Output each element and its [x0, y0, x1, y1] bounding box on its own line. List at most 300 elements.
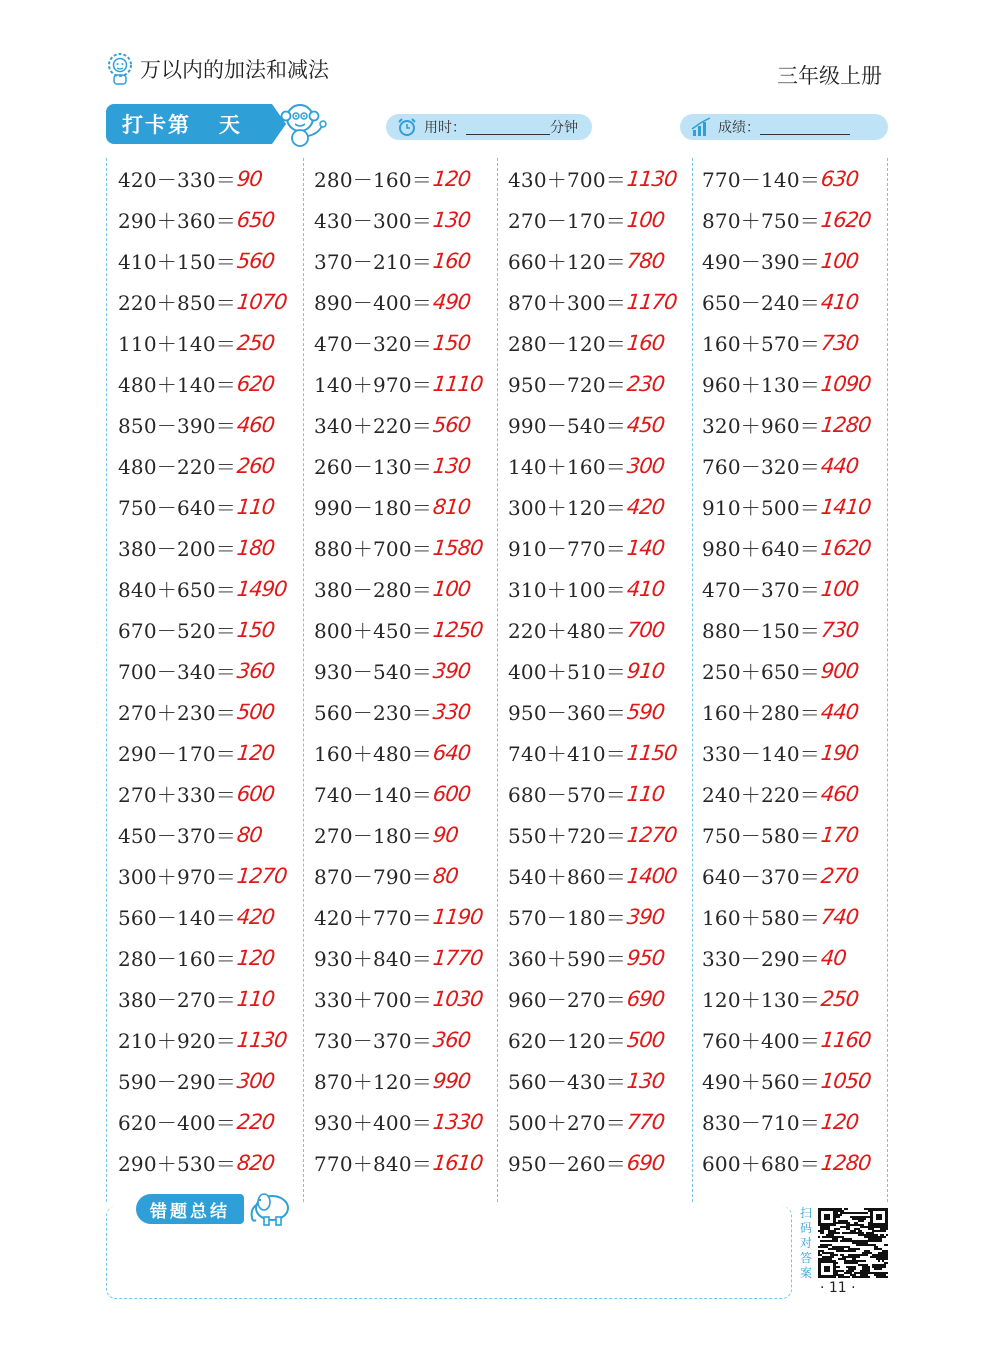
handwritten-answer[interactable]: 410 [625, 576, 666, 601]
handwritten-answer[interactable]: 360 [431, 1027, 472, 1052]
grid-border-left [106, 158, 107, 1202]
equation: 210＋920＝ [118, 1029, 236, 1053]
exercise-row [118, 732, 308, 773]
exercise-row [702, 1060, 892, 1101]
handwritten-answer[interactable]: 490 [431, 289, 472, 314]
equation: 120＋130＝ [702, 988, 820, 1012]
exercise-row [314, 1101, 504, 1142]
handwritten-answer[interactable]: 390 [431, 658, 472, 683]
equation: 260－130＝ [314, 455, 432, 479]
handwritten-answer[interactable]: 1110 [431, 371, 484, 396]
equation: 800＋450＝ [314, 619, 432, 643]
handwritten-answer[interactable]: 460 [235, 412, 276, 437]
equation: 380－270＝ [118, 988, 236, 1012]
qr-label: 扫码对答案 [799, 1206, 812, 1280]
exercise-row [314, 363, 504, 404]
exercise-row [314, 1060, 504, 1101]
exercise-row [702, 978, 892, 1019]
time-blank[interactable] [466, 120, 550, 135]
handwritten-answer[interactable]: 420 [625, 494, 666, 519]
handwritten-answer[interactable]: 360 [235, 658, 276, 683]
exercise-row [118, 691, 308, 732]
handwritten-answer[interactable]: 100 [625, 207, 666, 232]
checkin-label: 打卡第 天 [122, 113, 242, 137]
equation: 950－720＝ [508, 373, 626, 397]
exercise-row [118, 281, 308, 322]
handwritten-answer[interactable]: 450 [625, 412, 666, 437]
exercise-row [118, 609, 308, 650]
exercise-row [508, 650, 698, 691]
exercise-row [702, 404, 892, 445]
exercise-row [702, 896, 892, 937]
exercise-row [118, 158, 308, 199]
exercise-row [314, 568, 504, 609]
handwritten-answer[interactable]: 730 [819, 330, 860, 355]
exercise-row [118, 568, 308, 609]
time-field [386, 114, 592, 140]
handwritten-answer[interactable]: 90 [235, 166, 263, 191]
equation: 870＋750＝ [702, 209, 820, 233]
equation: 700－340＝ [118, 660, 236, 684]
handwritten-answer[interactable]: 1610 [431, 1150, 484, 1175]
time-label: 用时： [424, 120, 466, 136]
bar-chart-icon [690, 116, 712, 138]
exercise-row [702, 158, 892, 199]
exercise-row [314, 404, 504, 445]
handwritten-answer[interactable]: 150 [235, 617, 276, 642]
grade-label: 三年级上册 [777, 64, 882, 88]
exercise-row [508, 404, 698, 445]
equation: 490－390＝ [702, 250, 820, 274]
equation: 750－640＝ [118, 496, 236, 520]
handwritten-answer[interactable]: 590 [625, 699, 666, 724]
exercise-row [702, 281, 892, 322]
handwritten-answer[interactable]: 140 [625, 535, 666, 560]
equation: 160＋480＝ [314, 742, 432, 766]
handwritten-answer[interactable]: 130 [625, 1068, 666, 1093]
handwritten-answer[interactable]: 1090 [819, 371, 872, 396]
equation: 250＋650＝ [702, 660, 820, 684]
exercise-row [702, 568, 892, 609]
handwritten-answer[interactable]: 640 [431, 740, 472, 765]
handwritten-answer[interactable]: 180 [235, 535, 276, 560]
exercise-row [314, 322, 504, 363]
handwritten-answer[interactable]: 120 [819, 1109, 860, 1134]
equation: 740＋410＝ [508, 742, 626, 766]
equation: 620－400＝ [118, 1111, 236, 1135]
equation: 470－370＝ [702, 578, 820, 602]
equation: 890－400＝ [314, 291, 432, 315]
handwritten-answer[interactable]: 150 [431, 330, 472, 355]
handwritten-answer[interactable]: 820 [235, 1150, 276, 1175]
exercise-row [702, 240, 892, 281]
equation: 600＋680＝ [702, 1152, 820, 1176]
handwritten-answer[interactable]: 700 [625, 617, 666, 642]
handwritten-answer[interactable]: 630 [819, 166, 860, 191]
equation: 240＋220＝ [702, 783, 820, 807]
exercise-row [118, 650, 308, 691]
equation: 560－430＝ [508, 1070, 626, 1094]
exercise-row [508, 691, 698, 732]
equation: 760＋400＝ [702, 1029, 820, 1053]
equation: 950－360＝ [508, 701, 626, 725]
exercise-row [508, 240, 698, 281]
handwritten-answer[interactable]: 1770 [431, 945, 484, 970]
exercise-row [118, 322, 308, 363]
exercise-row [314, 527, 504, 568]
equation: 870＋120＝ [314, 1070, 432, 1094]
handwritten-answer[interactable]: 440 [819, 699, 860, 724]
exercise-row [702, 363, 892, 404]
handwritten-answer[interactable]: 80 [431, 863, 459, 888]
handwritten-answer[interactable]: 120 [235, 945, 276, 970]
exercise-row [702, 650, 892, 691]
handwritten-answer[interactable]: 420 [235, 904, 276, 929]
exercise-row [508, 1142, 698, 1183]
handwritten-answer[interactable]: 330 [431, 699, 472, 724]
handwritten-answer[interactable]: 560 [431, 412, 472, 437]
handwritten-answer[interactable]: 160 [431, 248, 472, 273]
equation: 930＋840＝ [314, 947, 432, 971]
equation: 620－120＝ [508, 1029, 626, 1053]
exercise-row [702, 445, 892, 486]
header-left [106, 52, 329, 86]
exercise-row [118, 855, 308, 896]
exercise-column [118, 158, 308, 1183]
handwritten-answer[interactable]: 1030 [431, 986, 484, 1011]
equation: 910－770＝ [508, 537, 626, 561]
equation: 950－260＝ [508, 1152, 626, 1176]
equation: 310＋100＝ [508, 578, 626, 602]
equation: 560－230＝ [314, 701, 432, 725]
handwritten-answer[interactable]: 990 [431, 1068, 472, 1093]
handwritten-answer[interactable]: 1400 [625, 863, 678, 888]
handwritten-answer[interactable]: 440 [819, 453, 860, 478]
handwritten-answer[interactable]: 690 [625, 1150, 666, 1175]
equation: 270－180＝ [314, 824, 432, 848]
handwritten-answer[interactable]: 410 [819, 289, 860, 314]
equation: 110＋140＝ [118, 332, 236, 356]
handwritten-answer[interactable]: 1620 [819, 207, 872, 232]
score-label: 成绩： [718, 120, 760, 136]
handwritten-answer[interactable]: 620 [235, 371, 276, 396]
exercise-row [702, 855, 892, 896]
equation: 870－790＝ [314, 865, 432, 889]
handwritten-answer[interactable]: 1150 [625, 740, 678, 765]
exercise-row [508, 363, 698, 404]
exercise-column [508, 158, 698, 1183]
exercise-row [702, 732, 892, 773]
handwritten-answer[interactable]: 100 [431, 576, 472, 601]
exercise-row [314, 691, 504, 732]
exercise-row [118, 486, 308, 527]
equation: 380－280＝ [314, 578, 432, 602]
exercise-row [702, 1142, 892, 1183]
handwritten-answer[interactable]: 1130 [235, 1027, 288, 1052]
exercise-row [508, 937, 698, 978]
exercise-row [314, 650, 504, 691]
equation: 360＋590＝ [508, 947, 626, 971]
handwritten-answer[interactable]: 220 [235, 1109, 276, 1134]
exercise-row [314, 486, 504, 527]
equation: 270＋230＝ [118, 701, 236, 725]
equation: 730－370＝ [314, 1029, 432, 1053]
handwritten-answer[interactable]: 1280 [819, 412, 872, 437]
handwritten-answer[interactable]: 600 [235, 781, 276, 806]
handwritten-answer[interactable]: 500 [625, 1027, 666, 1052]
exercise-row [508, 322, 698, 363]
equation: 850－390＝ [118, 414, 236, 438]
exercise-row [508, 978, 698, 1019]
equation: 990－540＝ [508, 414, 626, 438]
score-field [680, 114, 888, 140]
equation: 290＋530＝ [118, 1152, 236, 1176]
equation: 540＋860＝ [508, 865, 626, 889]
equation: 870＋300＝ [508, 291, 626, 315]
equation: 160＋570＝ [702, 332, 820, 356]
equation: 560－140＝ [118, 906, 236, 930]
exercise-row [118, 527, 308, 568]
handwritten-answer[interactable]: 300 [625, 453, 666, 478]
exercise-row [508, 158, 698, 199]
exercise-row [314, 199, 504, 240]
handwritten-answer[interactable]: 730 [819, 617, 860, 642]
handwritten-answer[interactable]: 1620 [819, 535, 872, 560]
handwritten-answer[interactable]: 1330 [431, 1109, 484, 1134]
handwritten-answer[interactable]: 40 [819, 945, 847, 970]
equation: 660＋120＝ [508, 250, 626, 274]
handwritten-answer[interactable]: 160 [625, 330, 666, 355]
time-unit: 分钟 [550, 120, 578, 136]
exercise-row [314, 732, 504, 773]
handwritten-answer[interactable]: 1170 [625, 289, 678, 314]
equation: 990－180＝ [314, 496, 432, 520]
equation: 910＋500＝ [702, 496, 820, 520]
equation: 930－540＝ [314, 660, 432, 684]
exercise-column [702, 158, 892, 1183]
exercise-row [508, 609, 698, 650]
elephant-icon [246, 1186, 296, 1228]
equation: 880＋700＝ [314, 537, 432, 561]
handwritten-answer[interactable]: 1250 [431, 617, 484, 642]
equation: 290＋360＝ [118, 209, 236, 233]
exercise-row [314, 814, 504, 855]
equation: 320＋960＝ [702, 414, 820, 438]
exercise-row [314, 445, 504, 486]
handwritten-answer[interactable]: 120 [431, 166, 472, 191]
exercise-row [314, 896, 504, 937]
equation: 160＋280＝ [702, 701, 820, 725]
exercise-row [508, 527, 698, 568]
equation: 590－290＝ [118, 1070, 236, 1094]
handwritten-answer[interactable]: 780 [625, 248, 666, 273]
handwritten-answer[interactable]: 1160 [819, 1027, 872, 1052]
handwritten-answer[interactable]: 110 [625, 781, 666, 806]
handwritten-answer[interactable]: 110 [235, 494, 276, 519]
equation: 380－200＝ [118, 537, 236, 561]
equation: 480＋140＝ [118, 373, 236, 397]
exercise-row [508, 445, 698, 486]
handwritten-answer[interactable]: 600 [431, 781, 472, 806]
equation: 290－170＝ [118, 742, 236, 766]
handwritten-answer[interactable]: 900 [819, 658, 860, 683]
handwritten-answer[interactable]: 460 [819, 781, 860, 806]
equation: 680－570＝ [508, 783, 626, 807]
exercise-row [702, 691, 892, 732]
exercise-row [702, 486, 892, 527]
equation: 420－330＝ [118, 168, 236, 192]
exercise-row [118, 1101, 308, 1142]
page-title: 万以内的加法和减法 [140, 58, 329, 82]
exercise-row [702, 199, 892, 240]
exercise-row [702, 773, 892, 814]
handwritten-answer[interactable]: 1270 [235, 863, 288, 888]
handwritten-answer[interactable]: 560 [235, 248, 276, 273]
equation: 280－160＝ [314, 168, 432, 192]
equation: 270＋330＝ [118, 783, 236, 807]
exercise-row [508, 814, 698, 855]
exercise-row [314, 609, 504, 650]
equation: 160＋580＝ [702, 906, 820, 930]
handwritten-answer[interactable]: 810 [431, 494, 472, 519]
handwritten-answer[interactable]: 230 [625, 371, 666, 396]
equation: 740－140＝ [314, 783, 432, 807]
equation: 470－320＝ [314, 332, 432, 356]
exercise-row [508, 281, 698, 322]
handwritten-answer[interactable]: 1050 [819, 1068, 872, 1093]
checkin-banner [106, 104, 272, 144]
exercise-row [118, 363, 308, 404]
exercise-row [508, 568, 698, 609]
handwritten-answer[interactable]: 260 [235, 453, 276, 478]
exercise-row [118, 445, 308, 486]
equation: 550＋720＝ [508, 824, 626, 848]
exercise-row [118, 199, 308, 240]
equation: 450－370＝ [118, 824, 236, 848]
handwritten-answer[interactable]: 100 [819, 248, 860, 273]
exercise-row [118, 1142, 308, 1183]
handwritten-answer[interactable]: 80 [235, 822, 263, 847]
handwritten-answer[interactable]: 690 [625, 986, 666, 1011]
handwritten-answer[interactable]: 910 [625, 658, 666, 683]
equation: 330＋700＝ [314, 988, 432, 1012]
equation: 770－140＝ [702, 168, 820, 192]
handwritten-answer[interactable]: 390 [625, 904, 666, 929]
handwritten-answer[interactable]: 1190 [431, 904, 484, 929]
equation: 640－370＝ [702, 865, 820, 889]
equation: 410＋150＝ [118, 250, 236, 274]
equation: 490＋560＝ [702, 1070, 820, 1094]
mistake-summary-tab: 错题总结 [136, 1194, 244, 1224]
exercise-row [508, 855, 698, 896]
handwritten-answer[interactable]: 1280 [819, 1150, 872, 1175]
exercise-row [508, 773, 698, 814]
equation: 570－180＝ [508, 906, 626, 930]
exercise-grid [106, 158, 888, 1202]
exercise-row [314, 1142, 504, 1183]
equation: 430＋700＝ [508, 168, 626, 192]
handwritten-answer[interactable]: 950 [625, 945, 666, 970]
handwritten-answer[interactable]: 300 [235, 1068, 276, 1093]
exercise-column [314, 158, 504, 1183]
handwritten-answer[interactable]: 1270 [625, 822, 678, 847]
handwritten-answer[interactable]: 1410 [819, 494, 872, 519]
handwritten-answer[interactable]: 170 [819, 822, 860, 847]
qr-code-icon[interactable] [818, 1208, 888, 1278]
handwritten-answer[interactable]: 130 [431, 453, 472, 478]
equation: 650－240＝ [702, 291, 820, 315]
handwritten-answer[interactable]: 740 [819, 904, 860, 929]
exercise-row [314, 240, 504, 281]
score-blank[interactable] [760, 120, 850, 135]
handwritten-answer[interactable]: 250 [235, 330, 276, 355]
exercise-row [314, 978, 504, 1019]
exercise-row [702, 1019, 892, 1060]
exercise-row [314, 773, 504, 814]
equation: 670－520＝ [118, 619, 236, 643]
handwritten-answer[interactable]: 500 [235, 699, 276, 724]
exercise-row [508, 199, 698, 240]
handwritten-answer[interactable]: 270 [819, 863, 860, 888]
handwritten-answer[interactable]: 650 [235, 207, 276, 232]
equation: 750－580＝ [702, 824, 820, 848]
exercise-row [702, 322, 892, 363]
exercise-row [508, 486, 698, 527]
exercise-row [702, 609, 892, 650]
equation: 960＋130＝ [702, 373, 820, 397]
alarm-clock-icon [396, 116, 418, 138]
exercise-row [702, 814, 892, 855]
handwritten-answer[interactable]: 130 [431, 207, 472, 232]
exercise-row [118, 937, 308, 978]
equation: 140＋970＝ [314, 373, 432, 397]
handwritten-answer[interactable]: 250 [819, 986, 860, 1011]
handwritten-answer[interactable]: 190 [819, 740, 860, 765]
exercise-row [118, 896, 308, 937]
handwritten-answer[interactable]: 90 [431, 822, 459, 847]
monkey-icon [278, 100, 328, 148]
equation: 760－320＝ [702, 455, 820, 479]
equation: 330－290＝ [702, 947, 820, 971]
exercise-row [508, 732, 698, 773]
page-number: · 11 · [820, 1280, 856, 1296]
equation: 960－270＝ [508, 988, 626, 1012]
exercise-row [702, 527, 892, 568]
handwritten-answer[interactable]: 1580 [431, 535, 484, 560]
exercise-row [118, 773, 308, 814]
handwritten-answer[interactable]: 1070 [235, 289, 288, 314]
equation: 220＋480＝ [508, 619, 626, 643]
equation: 300＋970＝ [118, 865, 236, 889]
exercise-row [118, 404, 308, 445]
exercise-row [118, 240, 308, 281]
handwritten-answer[interactable]: 110 [235, 986, 276, 1011]
handwritten-answer[interactable]: 770 [625, 1109, 666, 1134]
equation: 830－710＝ [702, 1111, 820, 1135]
exercise-row [508, 896, 698, 937]
handwritten-answer[interactable]: 1490 [235, 576, 288, 601]
exercise-row [118, 1060, 308, 1101]
equation: 770＋840＝ [314, 1152, 432, 1176]
equation: 930＋400＝ [314, 1111, 432, 1135]
handwritten-answer[interactable]: 120 [235, 740, 276, 765]
handwritten-answer[interactable]: 100 [819, 576, 860, 601]
equation: 500＋270＝ [508, 1111, 626, 1135]
handwritten-answer[interactable]: 1130 [625, 166, 678, 191]
equation: 840＋650＝ [118, 578, 236, 602]
exercise-row [118, 814, 308, 855]
equation: 420＋770＝ [314, 906, 432, 930]
